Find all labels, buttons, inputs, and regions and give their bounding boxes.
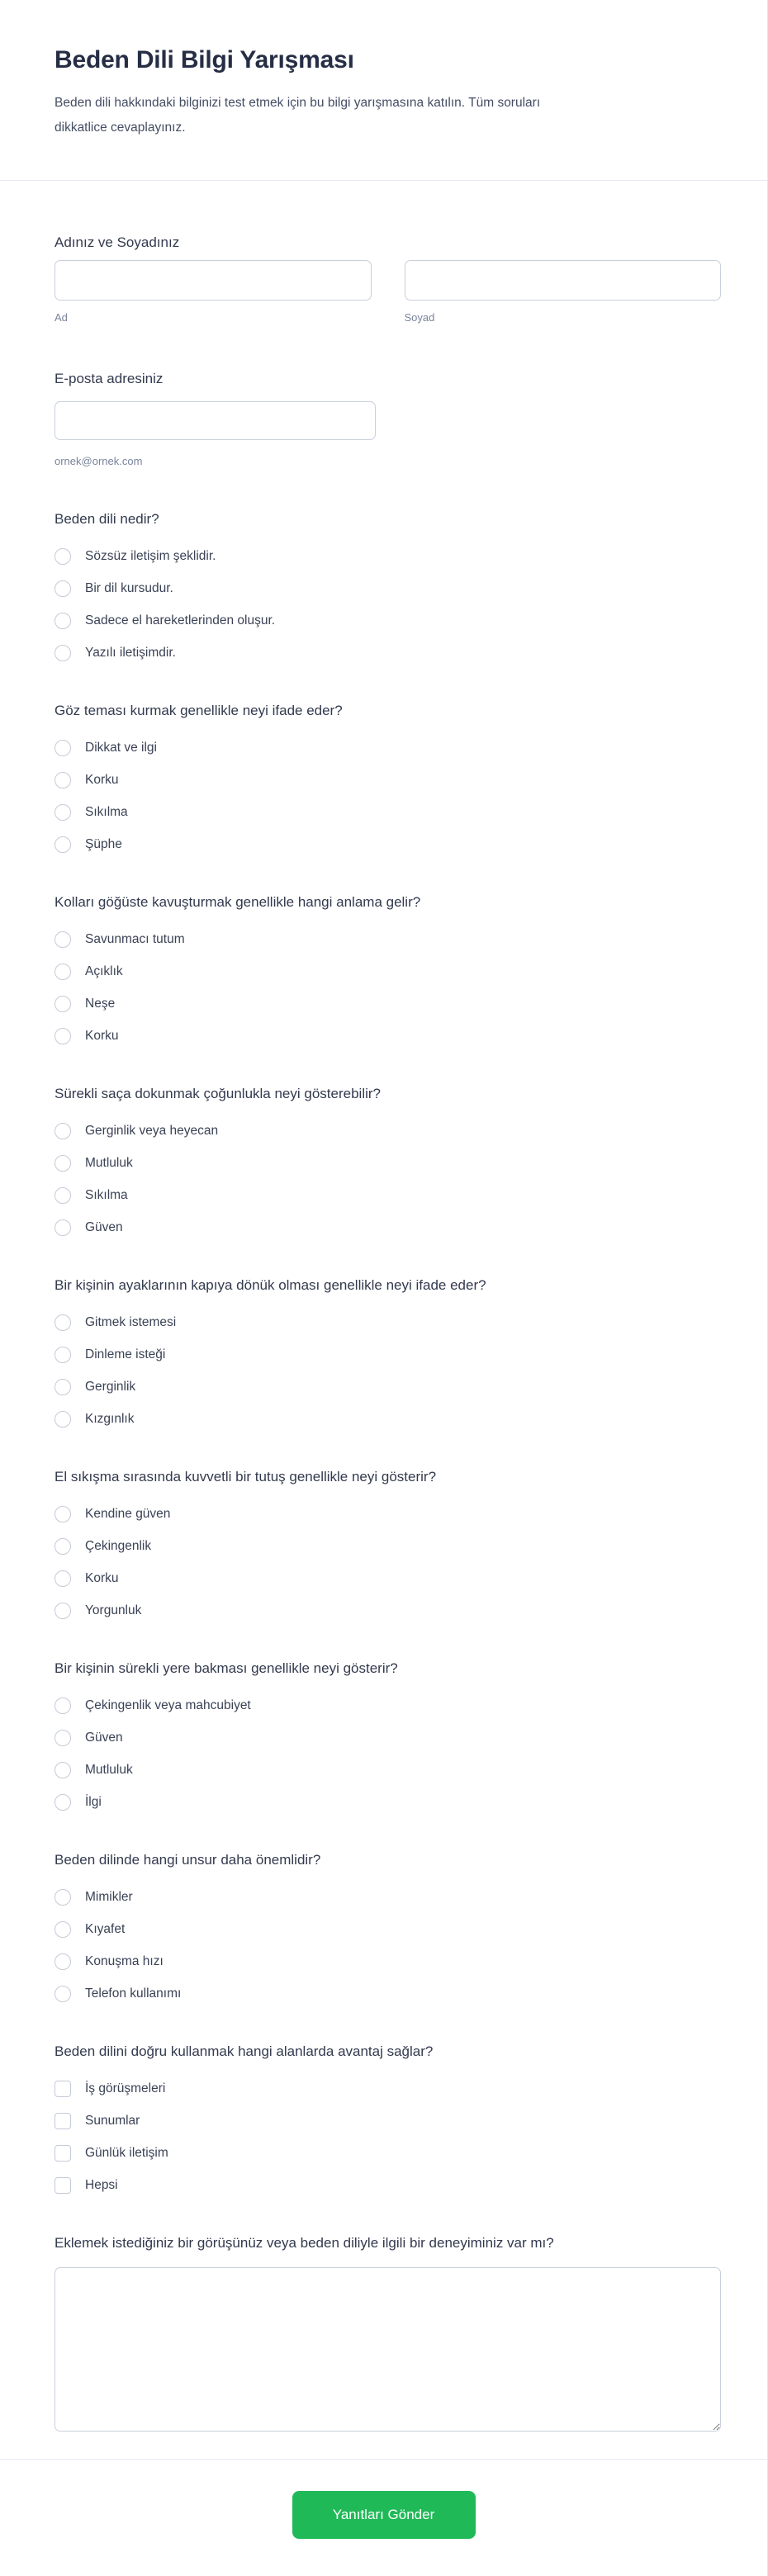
option-label: Çekingenlik <box>85 1538 152 1553</box>
radio-option[interactable] <box>55 1306 721 1338</box>
radio-icon[interactable] <box>55 1155 71 1172</box>
last-name-input[interactable] <box>405 260 722 301</box>
radio-option[interactable] <box>55 1338 721 1371</box>
radio-option[interactable] <box>55 1786 721 1818</box>
option-label: Mutluluk <box>85 1155 133 1170</box>
question-label: Göz teması kurmak genellikle neyi ifade eder? <box>55 703 343 718</box>
radio-option[interactable] <box>55 1689 721 1721</box>
comment-label: Eklemek istediğiniz bir görüşünüz veya beden diliyle ilgili bir deneyiminiz var mı? <box>55 2235 554 2251</box>
radio-option[interactable] <box>55 1945 721 1977</box>
question-block-2 <box>55 700 721 860</box>
form-header <box>0 0 767 140</box>
radio-icon[interactable] <box>55 1794 71 1811</box>
radio-icon[interactable] <box>55 1506 71 1522</box>
form-body <box>0 181 767 2432</box>
option-label: Sadece el hareketlerinden oluşur. <box>85 613 276 627</box>
form-footer <box>0 2460 767 2576</box>
question-label: Beden dilinde hangi unsur daha önemlidir? <box>55 1852 321 1868</box>
radio-option[interactable] <box>55 604 721 637</box>
option-label: Çekingenlik veya mahcubiyet <box>85 1698 251 1712</box>
page-title: Beden Dili Bilgi Yarışması <box>55 46 354 73</box>
option-label: Hepsi <box>85 2177 118 2192</box>
option-label: Mutluluk <box>85 1762 133 1777</box>
radio-icon[interactable] <box>55 548 71 565</box>
radio-icon[interactable] <box>55 1379 71 1395</box>
email-label: E-posta adresiniz <box>55 371 164 386</box>
radio-icon[interactable] <box>55 964 71 980</box>
option-label: Kızgınlık <box>85 1411 135 1426</box>
radio-icon[interactable] <box>55 1538 71 1555</box>
question-block-3 <box>55 892 721 1052</box>
option-label: Kıyafet <box>85 1921 126 1936</box>
option-label: Bir dil kursudur. <box>85 580 173 595</box>
comment-field <box>55 2233 721 2432</box>
option-label: Dinleme isteği <box>85 1347 166 1361</box>
email-helper: ornek@ornek.com <box>55 455 143 467</box>
radio-icon[interactable] <box>55 1187 71 1204</box>
option-label: Sıkılma <box>85 1187 128 1202</box>
radio-icon[interactable] <box>55 1986 71 2002</box>
radio-option[interactable] <box>55 732 721 764</box>
radio-option[interactable] <box>55 987 721 1020</box>
radio-icon[interactable] <box>55 1603 71 1619</box>
comment-textarea[interactable] <box>55 2267 721 2432</box>
radio-icon[interactable] <box>55 1570 71 1587</box>
radio-icon[interactable] <box>55 1921 71 1938</box>
option-label: Gerginlik veya heyecan <box>85 1123 219 1138</box>
radio-option[interactable] <box>55 796 721 828</box>
radio-option[interactable] <box>55 1498 721 1530</box>
radio-icon[interactable] <box>55 772 71 788</box>
fullname-field <box>55 232 721 324</box>
radio-option[interactable] <box>55 1977 721 2010</box>
email-input[interactable] <box>55 401 376 440</box>
first-name-input[interactable] <box>55 260 372 301</box>
radio-option[interactable] <box>55 1020 721 1052</box>
checkbox-option[interactable] <box>55 2105 721 2137</box>
option-label: Güven <box>85 1219 123 1234</box>
radio-icon[interactable] <box>55 1314 71 1331</box>
radio-option[interactable] <box>55 1754 721 1786</box>
last-name-subfield <box>405 260 722 324</box>
radio-icon[interactable] <box>55 1953 71 1970</box>
radio-icon[interactable] <box>55 740 71 756</box>
name-row <box>55 260 721 324</box>
radio-icon[interactable] <box>55 1762 71 1778</box>
radio-icon[interactable] <box>55 1347 71 1363</box>
radio-icon[interactable] <box>55 580 71 597</box>
radio-icon[interactable] <box>55 1028 71 1044</box>
option-label: Konuşma hızı <box>85 1953 164 1968</box>
radio-icon[interactable] <box>55 836 71 853</box>
radio-icon[interactable] <box>55 931 71 948</box>
radio-option[interactable] <box>55 1562 721 1594</box>
checkbox-option[interactable] <box>55 2169 721 2201</box>
last-name-sublabel: Soyad <box>404 311 435 324</box>
question-block-7 <box>55 1658 721 1818</box>
option-label: Yorgunluk <box>85 1603 142 1617</box>
radio-icon[interactable] <box>55 1730 71 1746</box>
question-block-9 <box>55 2041 721 2201</box>
option-label: Şüphe <box>85 836 122 851</box>
option-label: Dikkat ve ilgi <box>85 740 157 755</box>
checkbox-option[interactable] <box>55 2072 721 2105</box>
checkbox-icon[interactable] <box>55 2113 71 2129</box>
radio-option[interactable] <box>55 1147 721 1179</box>
question-label: Kolları göğüste kavuşturmak genellikle hangi anlama gelir? <box>55 894 421 910</box>
fullname-label: Adınız ve Soyadınız <box>55 234 180 250</box>
radio-option[interactable] <box>55 1530 721 1562</box>
radio-icon[interactable] <box>55 1889 71 1906</box>
checkbox-icon[interactable] <box>55 2177 71 2194</box>
radio-option[interactable] <box>55 1211 721 1243</box>
question-block-5 <box>55 1275 721 1435</box>
question-block-4 <box>55 1083 721 1243</box>
option-label: Açıklık <box>85 964 123 978</box>
first-name-subfield <box>55 260 372 324</box>
radio-option[interactable] <box>55 572 721 604</box>
submit-button[interactable]: Yanıtları Gönder <box>292 2491 476 2539</box>
radio-option[interactable] <box>55 1913 721 1945</box>
radio-option[interactable] <box>55 1721 721 1754</box>
radio-icon[interactable] <box>55 1123 71 1139</box>
option-label: Sözsüz iletişim şeklidir. <box>85 548 216 563</box>
radio-icon[interactable] <box>55 613 71 629</box>
option-label: Gitmek istemesi <box>85 1314 177 1329</box>
question-label: Sürekli saça dokunmak çoğunlukla neyi gösterebilir? <box>55 1086 381 1101</box>
option-label: Telefon kullanımı <box>85 1986 182 2001</box>
option-label: Korku <box>85 1570 119 1585</box>
radio-option[interactable] <box>55 1881 721 1913</box>
radio-option[interactable] <box>55 540 721 572</box>
page-description: Beden dili hakkındaki bilginizi test etmek için bu bilgi yarışmasına katılın. Tüm soruları dikkatlice cevaplayınız. <box>55 96 541 135</box>
option-label: Neşe <box>85 996 116 1011</box>
option-label: Kendine güven <box>85 1506 171 1521</box>
radio-option[interactable] <box>55 1115 721 1147</box>
radio-icon[interactable] <box>55 804 71 821</box>
option-label: Sıkılma <box>85 804 128 819</box>
radio-icon[interactable] <box>55 1411 71 1428</box>
option-label: Mimikler <box>85 1889 133 1904</box>
radio-option[interactable] <box>55 1403 721 1435</box>
radio-option[interactable] <box>55 955 721 987</box>
radio-option[interactable] <box>55 923 721 955</box>
question-label: El sıkışma sırasında kuvvetli bir tutuş genellikle neyi gösterir? <box>55 1469 437 1485</box>
radio-option[interactable] <box>55 828 721 860</box>
questions-container <box>55 509 721 2201</box>
question-label: Beden dili nedir? <box>55 511 159 527</box>
first-name-sublabel: Ad <box>55 311 68 324</box>
option-label: Gerginlik <box>85 1379 136 1394</box>
radio-option[interactable] <box>55 1371 721 1403</box>
option-label: Savunmacı tutum <box>85 931 185 946</box>
question-block-1 <box>55 509 721 669</box>
checkbox-icon[interactable] <box>55 2081 71 2097</box>
question-block-8 <box>55 1849 721 2010</box>
radio-option[interactable] <box>55 764 721 796</box>
option-label: Sunumlar <box>85 2113 140 2128</box>
radio-option[interactable] <box>55 637 721 669</box>
email-field <box>55 368 721 467</box>
option-label: Korku <box>85 1028 119 1043</box>
question-label: Bir kişinin ayaklarının kapıya dönük olması genellikle neyi ifade eder? <box>55 1277 486 1293</box>
checkbox-option[interactable] <box>55 2137 721 2169</box>
radio-icon[interactable] <box>55 1219 71 1236</box>
option-label: Yazılı iletişimdir. <box>85 645 176 660</box>
option-label: İş görüşmeleri <box>85 2081 166 2095</box>
question-label: Bir kişinin sürekli yere bakması genellikle neyi gösterir? <box>55 1660 398 1676</box>
checkbox-icon[interactable] <box>55 2145 71 2162</box>
question-block-6 <box>55 1466 721 1627</box>
radio-option[interactable] <box>55 1594 721 1627</box>
option-label: Günlük iletişim <box>85 2145 168 2160</box>
radio-icon[interactable] <box>55 1698 71 1714</box>
radio-icon[interactable] <box>55 645 71 661</box>
option-label: Korku <box>85 772 119 787</box>
option-label: İlgi <box>85 1794 102 1809</box>
option-label: Güven <box>85 1730 123 1745</box>
radio-option[interactable] <box>55 1179 721 1211</box>
question-label: Beden dilini doğru kullanmak hangi alanlarda avantaj sağlar? <box>55 2043 434 2059</box>
radio-icon[interactable] <box>55 996 71 1012</box>
